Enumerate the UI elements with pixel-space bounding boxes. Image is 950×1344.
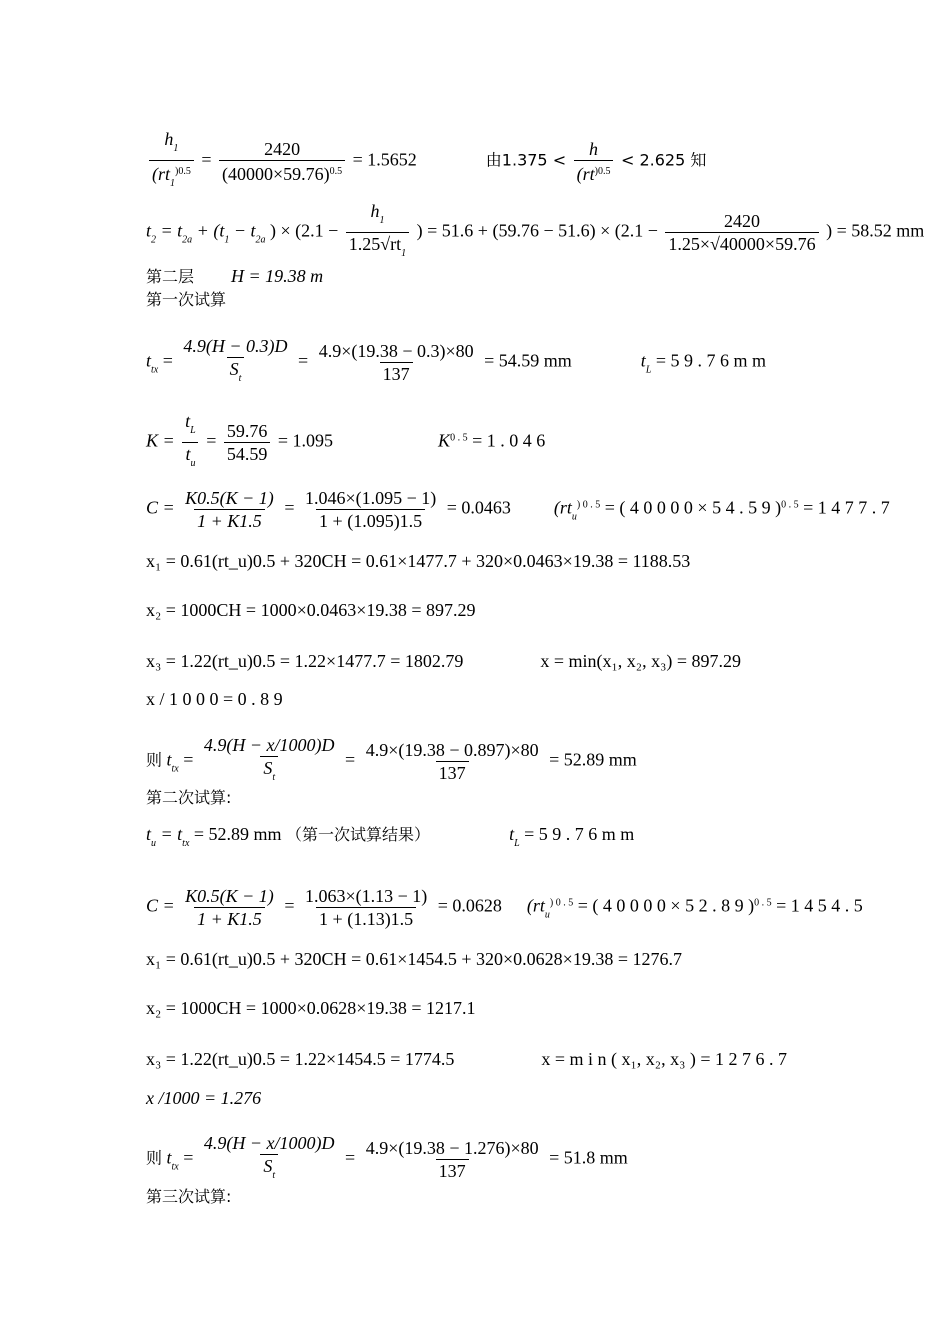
- variable-t: t: [146, 220, 152, 241]
- variable-t: t: [166, 1147, 172, 1168]
- exponent: 0 . 5: [754, 897, 772, 909]
- fraction-formula: [180, 335, 290, 390]
- trial2-heading: 第二次试算:: [146, 788, 232, 807]
- trial1-heading: 第一次试算: [146, 290, 227, 309]
- equation-x1-second: x₁ = 0.61(rt_u)0.5 + 320CH = 0.61×1454.5 + 320×0.0628×19.38 = 1276.7: [146, 949, 682, 969]
- fraction-numeric: [363, 739, 542, 784]
- equation-C1: C = $\frac{K0.5(K - 1)}{1 + K1.5}$ = $\frac{1.046\times(1.095 - 1)}{1 + (1.095)1.5}$ = 0.0463 ($rt_u^{) 0 . 5}$ = ( 4 0 0 0 0 × 5 4 . 5 9 )$^{0 . 5}$ = 1 4 7 7 . 7: [146, 488, 890, 531]
- x-min-expression: x = m i n ( x₁, x₂, x₃ ) = 1 2 7 6 . 7: [541, 1049, 787, 1069]
- subscript: 1: [170, 178, 175, 189]
- equation-x-ratio: x / 1 0 0 0 = 0 . 8 9: [146, 689, 283, 709]
- fraction-numeric: [316, 340, 477, 385]
- subscript: L: [645, 364, 652, 376]
- numerator: 1.046×(1.095 − 1): [304, 488, 437, 508]
- x-min-expression: x = min(x₁, x₂, x₃) = 897.29: [540, 651, 741, 671]
- variable-t: t: [146, 350, 152, 371]
- numerator: K0.5(K − 1): [185, 488, 274, 508]
- subscript: tx: [182, 838, 190, 849]
- variable-K: K: [438, 430, 451, 451]
- note-first-trial: （第一次试算结果）: [286, 825, 431, 844]
- result-value: = 1.5652: [352, 149, 417, 170]
- numerator: 4.9×(19.38 − 0.3)×80: [318, 341, 474, 361]
- result-value: ) = 58.52 mm: [826, 220, 925, 241]
- subscript: 1: [401, 248, 407, 259]
- subscript: t: [272, 772, 276, 783]
- trial3-heading: 第三次试算:: [146, 1187, 232, 1206]
- x3-expression: x₃ = 1.22(rt_u)0.5 = 1.22×1477.7 = 1802.79: [146, 651, 464, 671]
- layer-title: 第二层: [146, 267, 195, 286]
- variable-t: t: [166, 749, 172, 770]
- equation-ttx: $t_{tx}$ = $\frac{4.9(H - 0.3)D}{S_t}$ = $\frac{4.9\times(19.38 - 0.3)\times 80}{137}$ = 54.59 mm $t_L = 5$ 9 . 7 6 m m: [146, 335, 766, 390]
- rt-result: = 1 4 7 7 . 7: [803, 497, 890, 518]
- fraction-numeric: [665, 210, 818, 255]
- fraction-condition: [574, 138, 614, 185]
- exponent: 0 . 5: [781, 499, 799, 511]
- variable-C: C =: [146, 895, 175, 916]
- equation-x2: x₂ = 1000CH = 1000×0.0463×19.38 = 897.29: [146, 600, 476, 620]
- equals-t: = t: [160, 220, 183, 241]
- numerator: K0.5(K − 1): [185, 886, 274, 906]
- result-value: = 1.095: [277, 430, 334, 451]
- equation-ttx-result: 则 $t_{tx}$ = $\frac{4.9(H - x/1000)D}{S_t}$ = $\frac{4.9\times(19.38 - 0.897)\times 80}{137}$ = 52.89 mm: [146, 734, 637, 789]
- denominator: 137: [436, 761, 469, 784]
- subscript: u: [151, 838, 157, 849]
- numerator: h: [589, 139, 599, 159]
- numerator: h: [164, 129, 174, 149]
- subscript: u: [571, 511, 577, 523]
- fraction-numeric: [302, 487, 439, 532]
- subscript: 2: [151, 234, 157, 246]
- subscript: tx: [171, 763, 179, 775]
- variable-t: t: [146, 824, 152, 844]
- variable-rt: (rt: [553, 497, 572, 518]
- subscript: 1: [173, 143, 179, 154]
- term-t1: + (t: [196, 220, 225, 241]
- subscript: L: [190, 425, 196, 436]
- subscript: u: [544, 909, 550, 921]
- equation-K: K = $\frac{t_L}{t_u}$ = $\frac{59.76}{54.59}$ = 1.095 $K^{0 . 5} = 1$ . 0 4 6: [146, 410, 545, 475]
- equation-x3: [146, 650, 741, 672]
- numerator: 4.9×(19.38 − 1.276)×80: [365, 1138, 539, 1158]
- denominator: 54.59: [224, 442, 271, 465]
- fraction-formula: [182, 487, 277, 532]
- fraction-formula: [201, 1132, 338, 1187]
- denominator: (rt: [152, 164, 170, 184]
- equation-x3-second: [146, 1048, 787, 1070]
- equation-x-ratio-second: x /1000 = 1.276: [146, 1088, 262, 1108]
- variable-t: t: [509, 824, 515, 844]
- variable-rt: (rt: [526, 895, 545, 916]
- equation-ttx-second: 则 $t_{tx}$ = $\frac{4.9(H - x/1000)D}{S_t}$ = $\frac{4.9\times(19.38 - 1.276)\times 80}{137}$ = 51.8 mm: [146, 1132, 628, 1187]
- prefix-ze: 则: [146, 750, 163, 770]
- denominator: S: [263, 1156, 273, 1176]
- fraction-numeric: [224, 420, 271, 465]
- equation-h-ratio: $\frac{h_1}{(rt_1^{)0.5}}$ = $\frac{2420}{(40000\times 59.76)^{0.5}}$ = 1.5652 由1.375 < $\frac{h}{(rt^{)0.5}}$ < 2.625 知: [146, 128, 706, 195]
- result-value: = 0.0628: [437, 895, 502, 916]
- factor-text: ) × (2.1 −: [269, 220, 339, 241]
- rt-expression: = ( 4 0 0 0 0 × 5 4 . 5 9 ): [604, 497, 782, 518]
- exponent: 0 . 5: [450, 432, 468, 444]
- tl-value: = 5 9 . 7 6 m m: [524, 824, 635, 844]
- subscript: tx: [171, 1161, 179, 1173]
- numeric-part: ) = 51.6 + (59.76 − 51.6) × (2.1 −: [416, 220, 658, 241]
- k05-value: = 1 . 0 4 6: [472, 430, 546, 451]
- equation-t2: [146, 200, 924, 265]
- numerator: 4.9(H − x/1000)D: [203, 1133, 335, 1153]
- result-value: = 54.59 mm: [484, 350, 572, 371]
- fraction-numeric: [302, 885, 430, 930]
- fraction-h-over-rt: [149, 128, 194, 195]
- exponent: ) 0 . 5: [576, 499, 601, 511]
- fraction-h-over-root: [346, 200, 409, 265]
- denominator: 1 + (1.095)1.5: [316, 509, 425, 532]
- numerator: 59.76: [226, 421, 268, 441]
- numerator: 4.9×(19.38 − 0.897)×80: [365, 740, 539, 760]
- numerator: 1.063×(1.13 − 1): [304, 886, 428, 906]
- subscript: u: [190, 458, 196, 469]
- condition-prefix: 由1.375 <: [485, 150, 567, 170]
- equation-tu: [146, 823, 634, 855]
- exponent: )0.5: [594, 166, 611, 177]
- rt-expression: = ( 4 0 0 0 0 × 5 2 . 8 9 ): [577, 895, 755, 916]
- denominator: (rt: [576, 164, 595, 184]
- numerator: 4.9(H − x/1000)D: [203, 735, 335, 755]
- fraction-tl-over-tu: [182, 410, 199, 475]
- variable-K: K =: [146, 430, 175, 451]
- numerator: h: [370, 201, 380, 221]
- denominator: 1 + (1.13)1.5: [316, 907, 416, 930]
- numerator: 2420: [723, 211, 760, 231]
- layer2-heading: [146, 265, 323, 288]
- numerator: 2420: [264, 139, 301, 159]
- denominator: 1 + K1.5: [194, 907, 265, 930]
- denominator: 137: [436, 1159, 469, 1182]
- exponent: ) 0 . 5: [549, 897, 574, 909]
- subscript: 2a: [182, 234, 193, 246]
- condition-suffix: < 2.625 知: [620, 150, 707, 170]
- exponent: 0.5: [329, 166, 343, 177]
- subscript: 1: [379, 215, 385, 226]
- subscript: t: [272, 1170, 276, 1181]
- equation-C2: C = $\frac{K0.5(K - 1)}{1 + K1.5}$ = $\frac{1.063\times(1.13 - 1)}{1 + (1.13)1.5}$ = 0.0628 ($rt_u^{) 0 . 5}$ = ( 4 0 0 0 0 × 5 2 . 8 9 )$^{0 . 5}$ = 1 4 5 4 . 5: [146, 886, 863, 929]
- exponent: )0.5: [175, 166, 191, 177]
- tu-value: = 52.89 mm: [193, 824, 282, 844]
- denominator: t: [185, 444, 191, 464]
- variable-C: C =: [146, 497, 175, 518]
- result-value: = 52.89 mm: [549, 749, 637, 770]
- fraction-numeric: [363, 1137, 542, 1182]
- equation-x1: x₁ = 0.61(rt_u)0.5 + 320CH = 0.61×1477.7 + 320×0.0463×19.38 = 1188.53: [146, 551, 691, 571]
- denominator: S: [263, 758, 273, 778]
- variable-t: t: [640, 350, 646, 371]
- subscript: L: [514, 838, 520, 849]
- fraction-formula: [182, 885, 277, 930]
- prefix-ze: 则: [146, 1148, 163, 1168]
- equation-x2-second: x₂ = 1000CH = 1000×0.0628×19.38 = 1217.1: [146, 998, 476, 1018]
- equals-t: = t: [160, 824, 183, 844]
- tl-value: = 5 9 . 7 6 m m: [655, 350, 767, 371]
- x3-expression: x₃ = 1.22(rt_u)0.5 = 1.22×1454.5 = 1774.5: [146, 1049, 455, 1069]
- term-minus-t: − t: [233, 220, 256, 241]
- denominator: 1.25×√40000×59.76: [665, 232, 818, 255]
- fraction-formula: [201, 734, 338, 789]
- subscript: 1: [224, 234, 230, 246]
- subscript: t: [238, 373, 242, 384]
- fraction-numeric: [219, 138, 345, 185]
- denominator: 1.25√rt: [348, 234, 402, 254]
- denominator: 1 + K1.5: [194, 509, 265, 532]
- numerator: 4.9(H − 0.3)D: [183, 336, 288, 356]
- result-value: = 0.0463: [446, 497, 511, 518]
- numerator: t: [185, 411, 191, 431]
- subscript: tx: [151, 364, 159, 376]
- denominator: S: [229, 359, 239, 379]
- result-value: = 51.8 mm: [549, 1147, 628, 1168]
- denominator: 137: [380, 362, 413, 385]
- denominator: (40000×59.76): [222, 164, 330, 184]
- height-value: H = 19.38 m: [231, 266, 324, 286]
- subscript: 2a: [255, 234, 266, 246]
- rt-result: = 1 4 5 4 . 5: [776, 895, 863, 916]
